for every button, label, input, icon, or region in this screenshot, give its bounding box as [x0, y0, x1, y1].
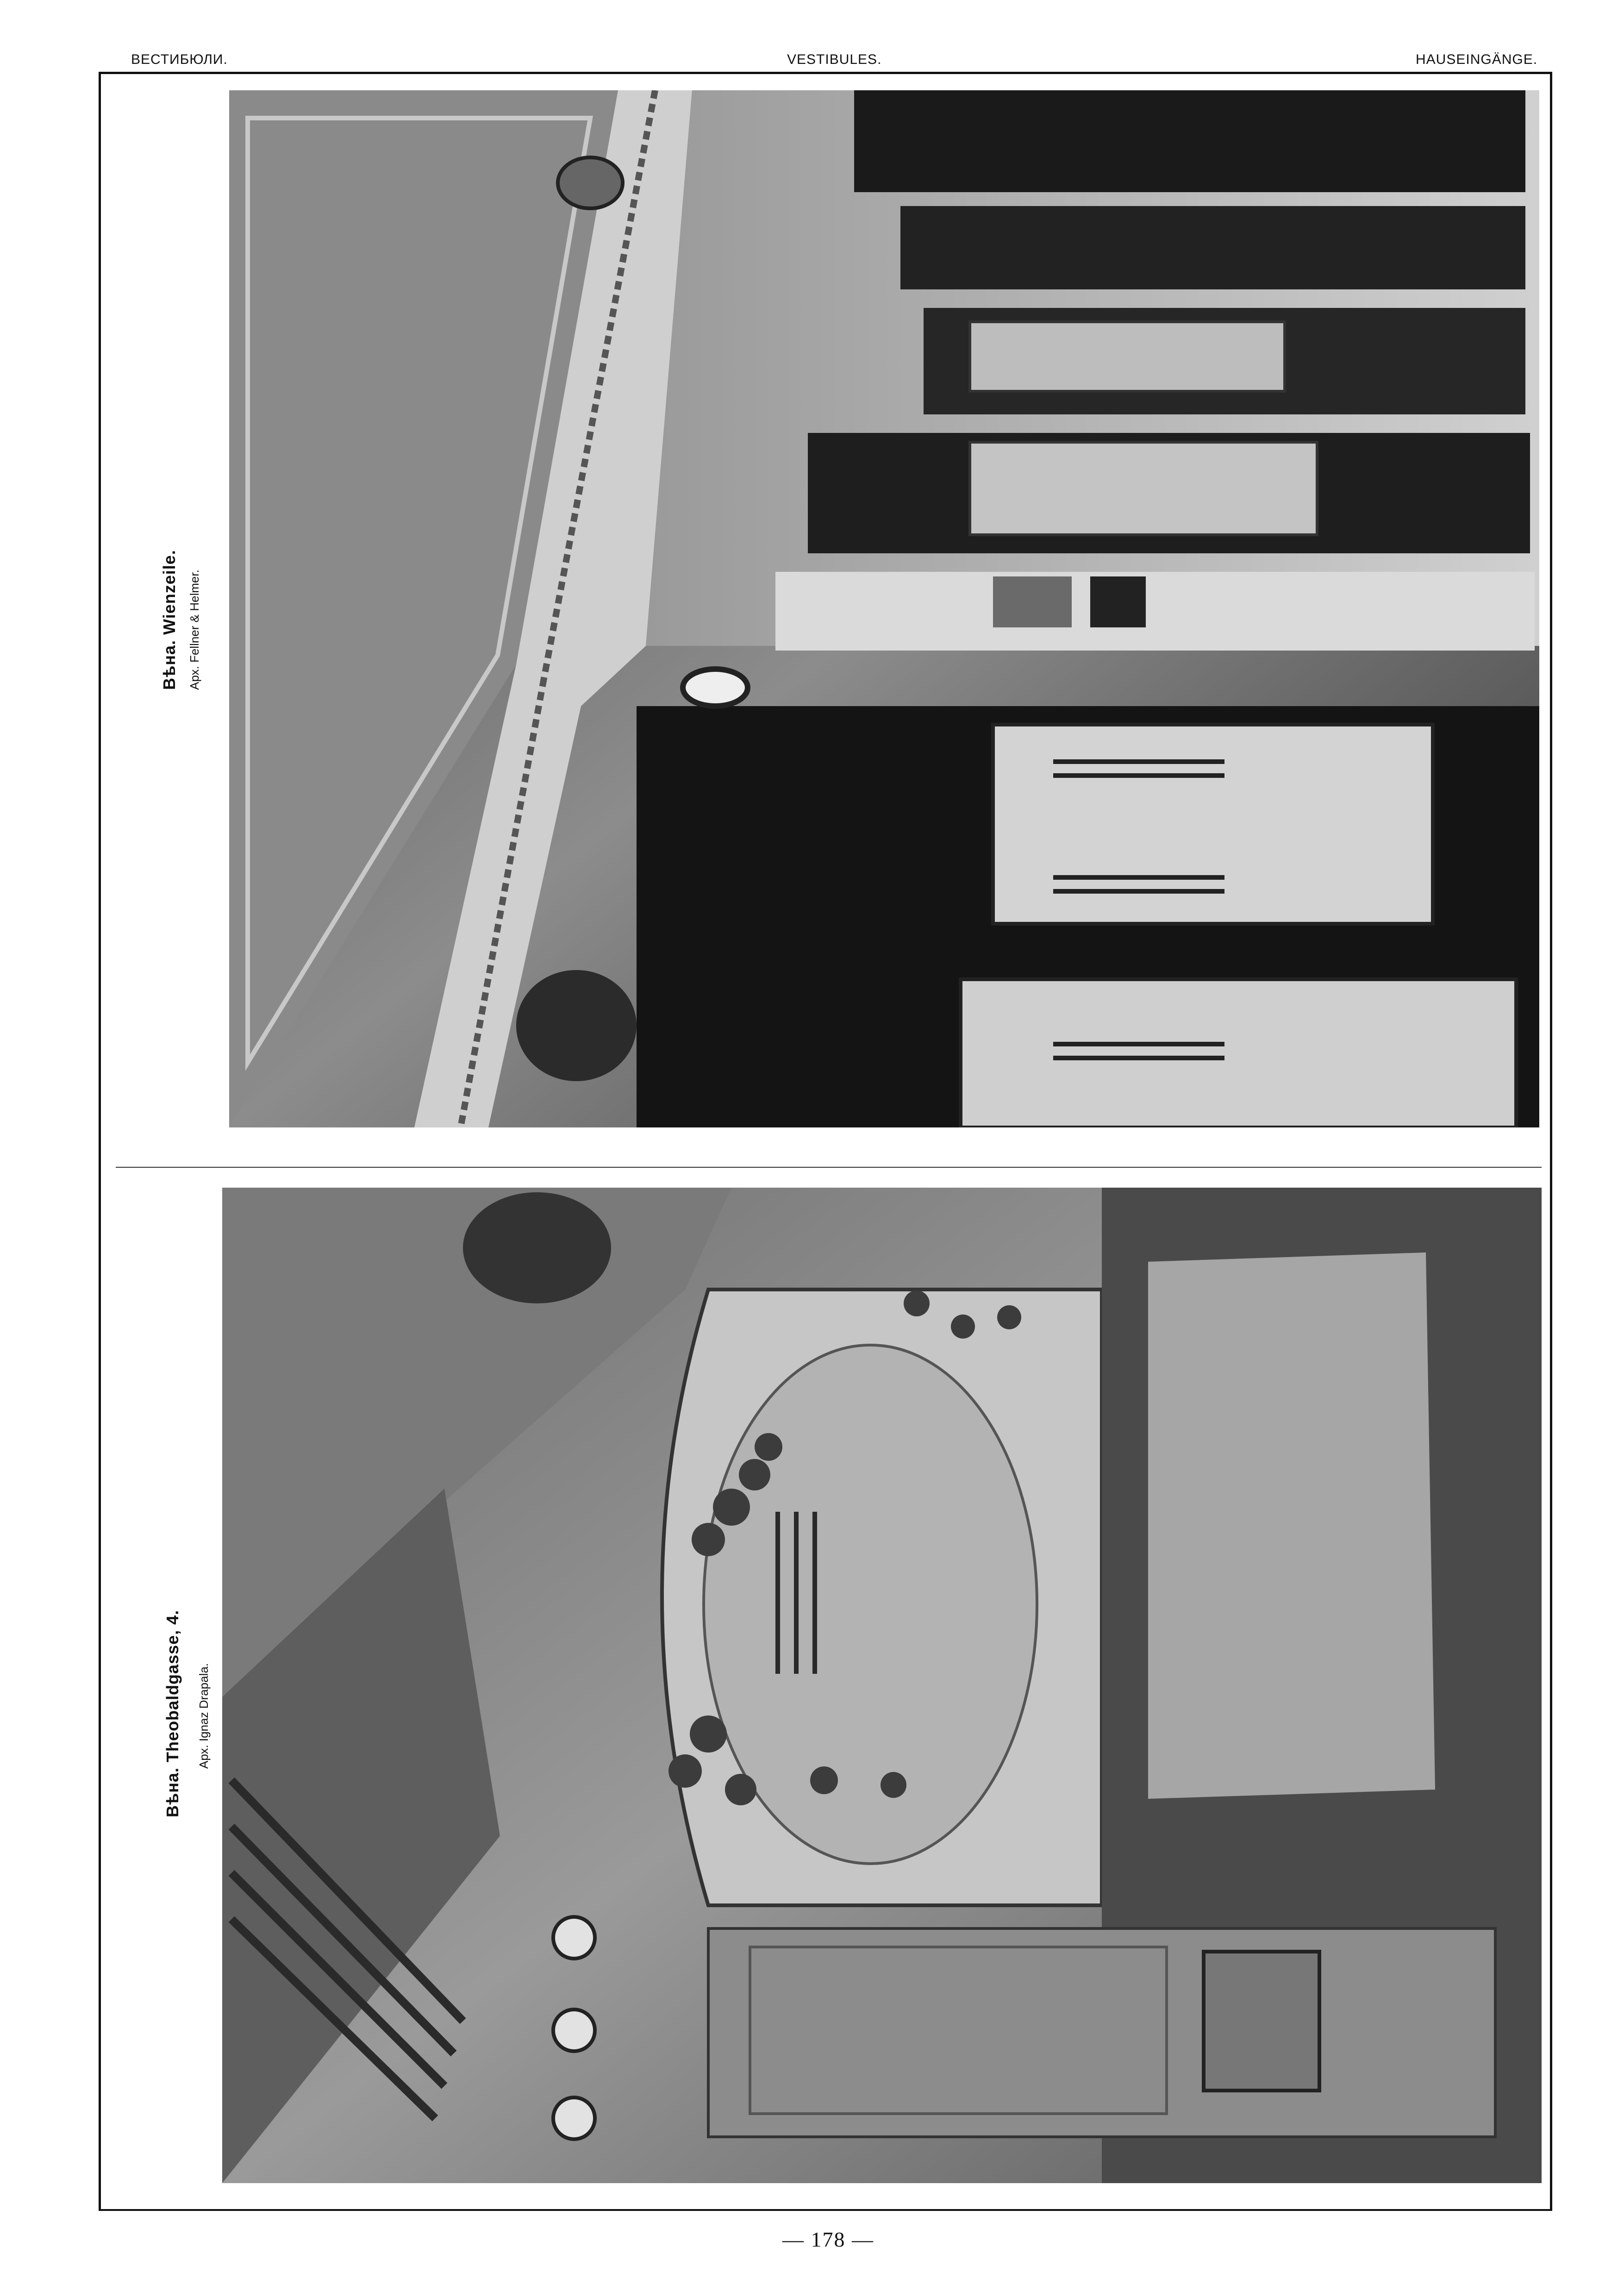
plate2-architect: Арх. Ignaz Drapala. — [197, 1663, 211, 1769]
plate-divider — [116, 1167, 1542, 1168]
photo-theobaldgasse — [222, 1188, 1542, 2183]
photo-wienzeile — [229, 90, 1539, 1127]
header-left: ВЕСТИБЮЛИ. — [131, 52, 228, 67]
page-number: — 178 — — [782, 2228, 874, 2251]
plate2-location: Вѣна. Theobaldgasse, 4. — [163, 1609, 182, 1817]
header-center: VESTIBULES. — [787, 52, 882, 67]
plate1-architect: Арх. Fellner & Helmer. — [187, 570, 201, 690]
header-right: HAUSEINGÄNGE. — [1416, 52, 1538, 67]
plate1-location: Вѣна. Wienzeile. — [160, 550, 179, 690]
